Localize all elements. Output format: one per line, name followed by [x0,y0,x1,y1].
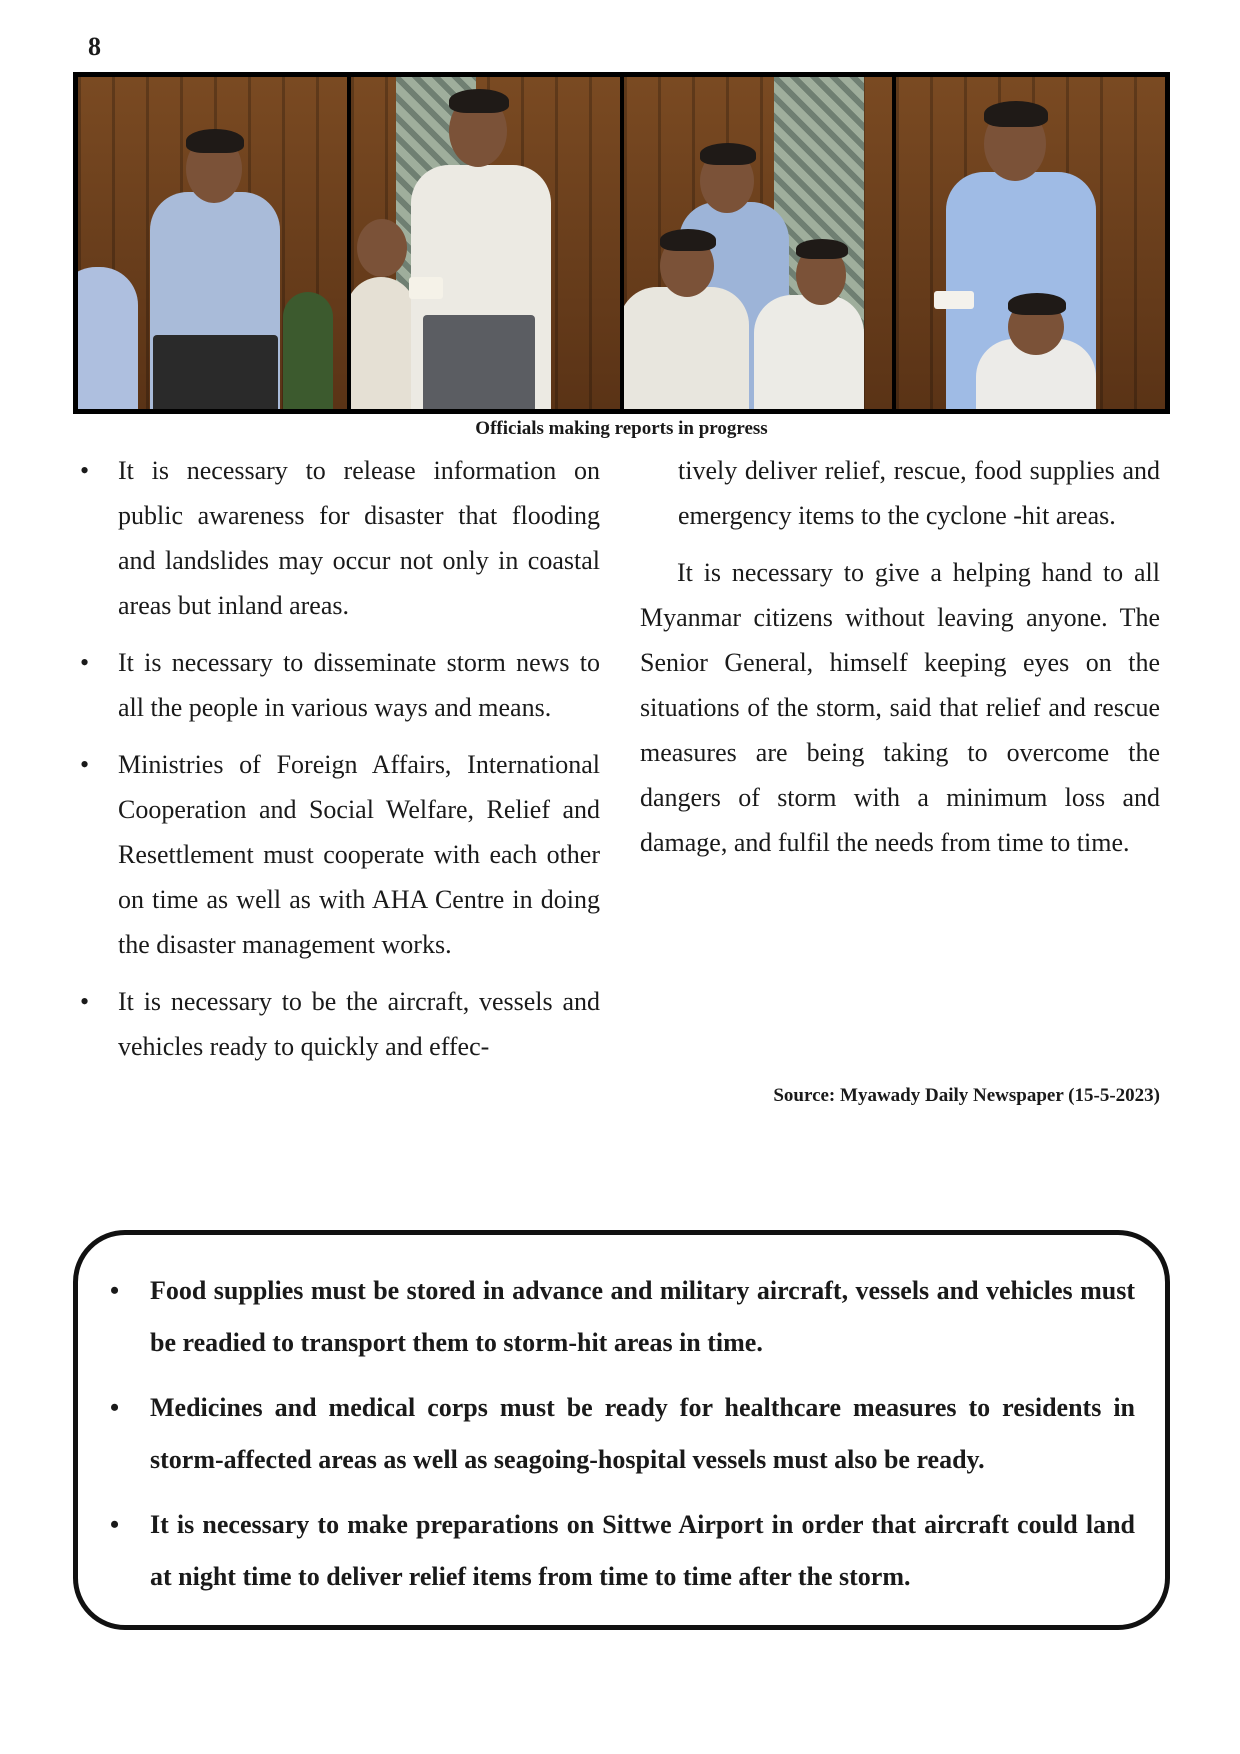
photo-caption: Officials making reports in progress [475,418,768,439]
list-item: • It is necessary to disseminate storm news to all the people in various ways and means. [78,640,600,730]
source-credit: Source: Myawady Daily Newspaper (15-5-2023) [773,1085,1160,1106]
notice-item: • Food supplies must be stored in advance and military aircraft, vessels and vehicles must be readied to transport them to storm-hit areas in time. [108,1265,1135,1369]
officials-seated-photo [624,77,893,409]
official-reading-report-photo [896,77,1165,409]
page-number: 8 [88,32,101,61]
body-paragraph: It is necessary to give a helping hand to all Myanmar citizens without leaving anyone. The Senior General, himself keeping eyes on the situations of the storm, said that relief and rescue measures are being taking to overcome the dangers of storm with a minimum loss and damage, and fulfil the needs from time to time. [640,558,1160,857]
left-column [78,448,600,1081]
recommendation-list [78,448,600,1069]
official-with-notebook-photo [351,77,620,409]
right-column [640,448,1160,865]
photo-strip [73,72,1170,414]
notice-item: • It is necessary to make preparations on Sittwe Airport in order that aircraft could land at night time to deliver relief items from time to time after the storm. [108,1499,1135,1603]
list-item: • It is necessary to release information on public awareness for disaster that flooding and landslides may occur not only in coastal areas but inland areas. [78,448,600,628]
notice-list [108,1265,1135,1603]
notice-box [73,1230,1170,1630]
official-standing-photo [78,77,347,409]
notice-item: • Medicines and medical corps must be ready for healthcare measures to residents in storm-affected areas as well as seagoing-hospital vessels must also be ready. [108,1382,1135,1486]
list-item: • It is necessary to be the aircraft, vessels and vehicles ready to quickly and effec- [78,979,600,1069]
bullet-continuation: tively deliver relief, rescue, food supplies and emergency items to the cyclone -hit areas. [678,456,1160,530]
list-item: • Ministries of Foreign Affairs, International Cooperation and Social Welfare, Relief and Resettlement must cooperate with each other on time as well as with AHA Centre in doing the disaster management works. [78,742,600,967]
